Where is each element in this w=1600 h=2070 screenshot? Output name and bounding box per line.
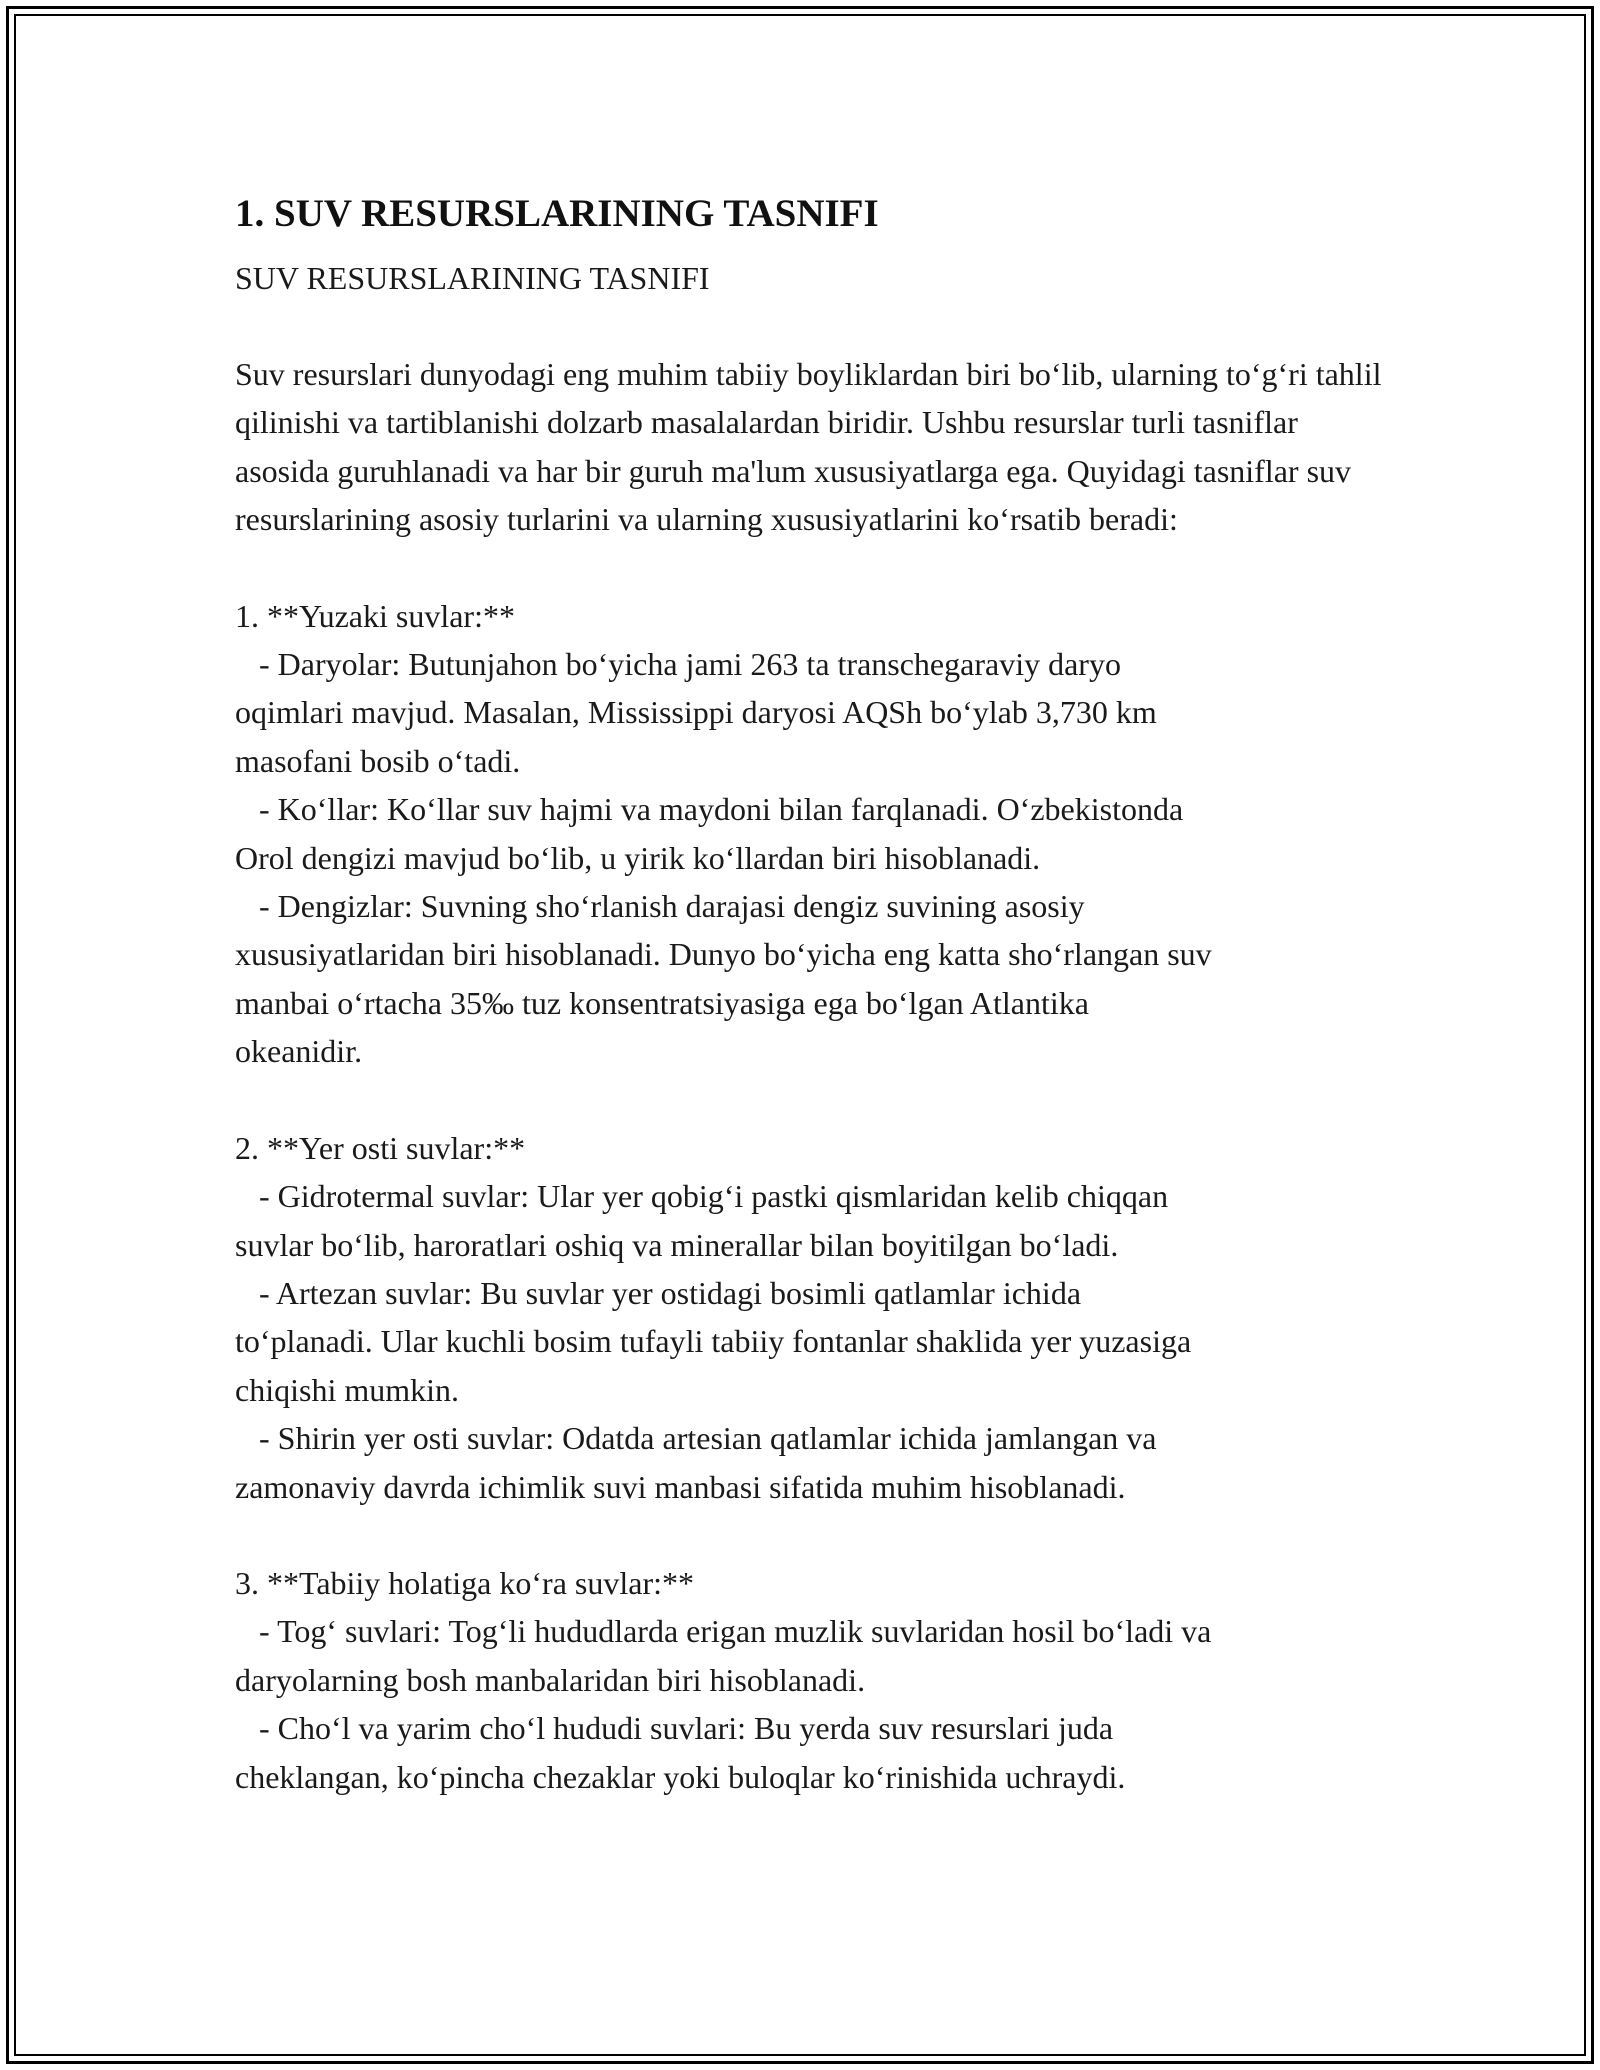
intro-paragraph: Suv resurslari dunyodagi eng muhim tabiiy boyliklardan biri bo‘lib, ularning to‘g‘ri tahlil qilinishi va tartiblanishi dolzarb masalalardan biridir. Ushbu resurslar turli tasniflar asosida guruhlanadi va har bir guruh ma'lum xususiyatlarga ega. Quyidagi tasniflar suv resurslarining asosiy turlarini va ularning xususiyatlarini ko‘rsatib beradi:	[235, 356, 1382, 538]
spacer	[235, 544, 1395, 592]
list-item-line: okeanidir.	[235, 1033, 363, 1070]
document-subtitle: SUV RESURSLARINING TASNIFI	[235, 260, 710, 296]
list-item-line: daryolarning bosh manbalaridan biri hisoblanadi.	[235, 1661, 866, 1698]
list-item-line: - Gidrotermal suvlar: Ular yer qobig‘i pastki qismlaridan kelib chiqqan	[235, 1178, 1169, 1215]
spacer	[235, 302, 1395, 350]
document-body	[235, 180, 1395, 1801]
list-item-line: oqimlari mavjud. Masalan, Mississippi daryosi AQSh bo‘ylab 3,730 km	[235, 694, 1157, 731]
list-item-line: xususiyatlaridan biri hisoblanadi. Dunyo bo‘yicha eng katta sho‘rlangan suv	[235, 936, 1212, 973]
list-item-line: - Artezan suvlar: Bu suvlar yer ostidagi bosimli qatlamlar ichida	[235, 1274, 1082, 1311]
section-block	[235, 1559, 1395, 1801]
list-item-line: Orol dengizi mavjud bo‘lib, u yirik ko‘llardan biri hisoblanadi.	[235, 839, 1041, 876]
document-heading: 1. SUV RESURSLARINING TASNIFI	[235, 192, 879, 235]
spacer	[235, 1076, 1395, 1124]
section-title: 2. **Yer osti suvlar:**	[235, 1129, 526, 1166]
list-item-line: suvlar bo‘lib, haroratlari oshiq va minerallar bilan boyitilgan bo‘ladi.	[235, 1226, 1119, 1263]
list-item	[235, 1607, 1395, 1704]
spacer	[235, 1511, 1395, 1559]
list-item	[235, 1704, 1395, 1801]
list-item-line: cheklangan, ko‘pincha chezaklar yoki buloqlar ko‘rinishida uchraydi.	[235, 1758, 1126, 1795]
list-item	[235, 1414, 1395, 1511]
section-block	[235, 1124, 1395, 1511]
list-item	[235, 1172, 1395, 1269]
list-item-line: chiqishi mumkin.	[235, 1371, 459, 1408]
list-item-line: manbai o‘rtacha 35‰ tuz konsentratsiyasiga ega bo‘lgan Atlantika	[235, 984, 1089, 1021]
list-item-line: masofani bosib o‘tadi.	[235, 742, 521, 779]
sections-container	[235, 544, 1395, 1801]
section-block	[235, 592, 1395, 1076]
list-item-line: - Daryolar: Butunjahon bo‘yicha jami 263 ta transchegaraviy daryo	[235, 646, 1121, 683]
list-item	[235, 882, 1395, 1076]
list-item-line: - Ko‘llar: Ko‘llar suv hajmi va maydoni bilan farqlanadi. O‘zbekistonda	[235, 791, 1184, 828]
list-item	[235, 640, 1395, 785]
list-item-line: - Tog‘ suvlari: Tog‘li hududlarda erigan muzlik suvlaridan hosil bo‘ladi va	[235, 1613, 1212, 1650]
list-item-line: to‘planadi. Ular kuchli bosim tufayli tabiiy fontanlar shaklida yer yuzasiga	[235, 1323, 1192, 1360]
list-item	[235, 785, 1395, 882]
section-title: 1. **Yuzaki suvlar:**	[235, 597, 515, 634]
section-title: 3. **Tabiiy holatiga ko‘ra suvlar:**	[235, 1564, 694, 1601]
list-item-line: zamonaviy davrda ichimlik suvi manbasi sifatida muhim hisoblanadi.	[235, 1468, 1126, 1505]
list-item-line: - Dengizlar: Suvning sho‘rlanish darajasi dengiz suvining asosiy	[235, 888, 1085, 925]
list-item-line: - Shirin yer osti suvlar: Odatda artesian qatlamlar ichida jamlangan va	[235, 1420, 1157, 1457]
list-item	[235, 1269, 1395, 1414]
list-item-line: - Cho‘l va yarim cho‘l hududi suvlari: Bu yerda suv resurslari juda	[235, 1710, 1114, 1747]
